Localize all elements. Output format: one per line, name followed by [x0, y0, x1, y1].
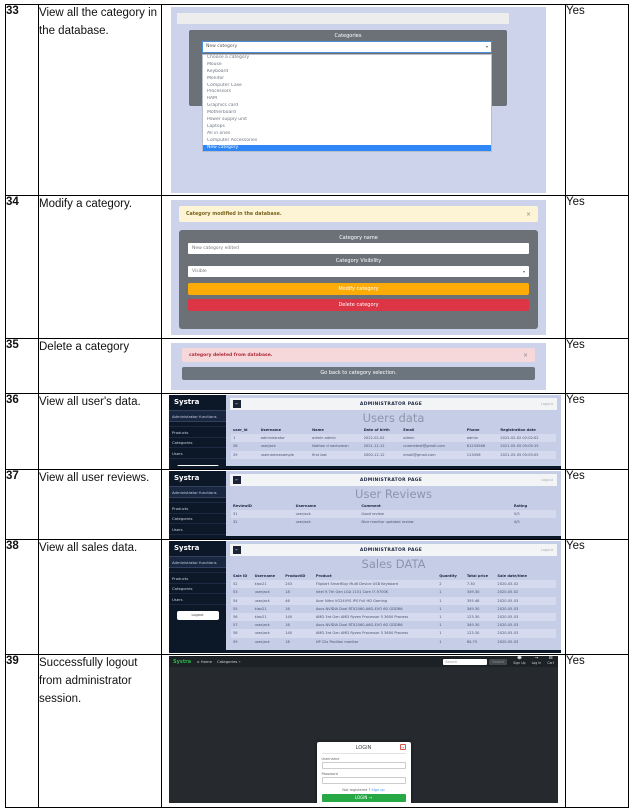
screenshot-users-data	[169, 395, 561, 469]
page-footer	[169, 650, 561, 653]
case-description: View all sales data.	[39, 540, 162, 655]
category-edit-panel	[179, 230, 538, 329]
signup-link[interactable]: Sign up	[371, 787, 385, 792]
sidebar-item-categories[interactable]: Categories	[169, 584, 226, 595]
table-row: 1 administrator admin admin 2022-02-02 admin admin 2022-02-02 02:02:02	[231, 434, 556, 442]
username-input[interactable]	[322, 762, 406, 769]
alert-text: Category modified in the database.	[186, 211, 282, 217]
back-button[interactable]: ←	[233, 546, 241, 554]
table-row: 31 userjack Good review 5/5	[231, 510, 556, 518]
table-header-row	[231, 502, 556, 510]
dropdown-option[interactable]: All in ones	[207, 130, 231, 136]
result-cell: Yes	[566, 5, 629, 196]
page-footer	[169, 466, 561, 469]
dropdown-option[interactable]: Processors	[207, 89, 232, 95]
visibility-select[interactable]	[188, 266, 529, 277]
table-row	[6, 339, 629, 394]
screenshot-modify-category	[171, 200, 546, 335]
category-visibility-label: Category Visibility	[335, 257, 382, 264]
admin-main	[226, 471, 561, 536]
dropdown-option[interactable]: Laptops	[207, 123, 225, 129]
sidebar-item-admin-functions[interactable]: Administrator functions	[169, 556, 226, 568]
sales-table	[231, 572, 556, 646]
dropdown-option[interactable]: New category	[203, 145, 491, 152]
screenshot-sales-data	[169, 541, 561, 653]
username-label: Username	[321, 757, 340, 761]
nav-categories[interactable]	[217, 659, 241, 664]
dropdown-option[interactable]: Monitor	[207, 75, 225, 81]
logout-link[interactable]: Logout	[541, 548, 553, 552]
case-number: 35	[6, 339, 39, 394]
table-header-row	[231, 572, 556, 580]
table-row: 29 usernameexample first last 2000-12-12 email@gmail.com 123456 2021-05-05 05:05:05	[231, 451, 556, 459]
case-number: 38	[6, 540, 39, 655]
dropdown-option[interactable]: Choose a category	[207, 55, 250, 60]
brand-logo[interactable]: Systra	[173, 658, 192, 665]
logout-link[interactable]: Logout	[541, 478, 553, 482]
login-icon: →	[534, 656, 539, 662]
table-row: 56 klav21 140 AMD 3rd Gen AMD Ryzen Processor 5 3600 Process 1 123.30 2020-05-03	[231, 613, 556, 621]
case-number: 34	[6, 196, 39, 339]
screenshot-category-list	[171, 7, 546, 193]
admin-header	[230, 474, 557, 486]
sidebar-item-users[interactable]: Users	[169, 448, 226, 459]
admin-header	[230, 398, 557, 410]
case-description: Modify a category.	[39, 196, 162, 339]
sign-out-icon[interactable]: →	[400, 745, 405, 750]
modify-category-button[interactable]: Modify category	[188, 283, 529, 295]
logout-button[interactable]: Logout	[177, 611, 219, 620]
sidebar-item-categories[interactable]: Categories	[169, 514, 226, 525]
admin-main	[226, 395, 561, 466]
chevron-down-icon: ▾	[485, 44, 488, 49]
table-row: 57 userjack 16 Asus NVIDIA Dual RTX2060-A6G-EVO 6G GDDR6 1 349.30 2020-05-03	[233, 623, 519, 628]
users-table	[231, 426, 556, 459]
table-row: 58 userjack 140 AMD 3rd Gen AMD Ryzen Processor 5 3600 Process 1 123.30 2020-05-03	[231, 629, 556, 637]
result-cell: Yes	[566, 470, 629, 540]
category-name-input[interactable]: New category edited	[188, 243, 529, 254]
column-header: Username	[254, 574, 276, 578]
arrow-icon: →	[368, 795, 373, 800]
back-button[interactable]: ←	[233, 476, 241, 484]
sidebar-item-products[interactable]: Products	[169, 572, 226, 584]
danger-alert	[182, 348, 535, 362]
brand-logo: Systra	[174, 398, 200, 406]
section-title: Sales DATA	[361, 557, 426, 571]
nav-home[interactable]	[197, 659, 212, 664]
table-row: 55 klav21 16 Asus NVIDIA Dual RTX2060-A6G-EVO 6G GDDR6 1 349.30 2020-05-03	[233, 606, 519, 611]
case-description: Delete a category	[39, 339, 162, 394]
chevron-down-icon: ▾	[238, 659, 241, 664]
table-row: 54 userjack 46 Acer Nitro VG240YS IPS Full HD Gaming 1 355.48 2020-05-03	[231, 597, 556, 605]
sidebar-item-products[interactable]: Products	[169, 426, 226, 438]
table-row: 53 userjack 18 Intel 9.7th Gen LGA 1151 Core i7-9700K 1 349.30 2020-05-02	[233, 590, 519, 595]
close-icon[interactable]: ×	[525, 210, 531, 218]
page-title: ADMINISTRATOR PAGE	[359, 547, 423, 553]
login-modal	[317, 742, 411, 803]
dropdown-option[interactable]: Graphics card	[207, 103, 239, 109]
section-title: User Reviews	[355, 487, 432, 501]
column-header: Total price	[466, 574, 489, 578]
case-number: 33	[6, 5, 39, 196]
nav-cart[interactable]	[547, 657, 554, 665]
column-header: Product	[315, 574, 332, 578]
visibility-value: Visible	[192, 269, 207, 274]
table-row: 59 userjack 18 HP 22s Pavilion monitor 1 84.75 2020-05-03	[233, 639, 519, 644]
column-header: ReviewID	[233, 504, 252, 508]
brand-logo: Systra	[174, 544, 200, 552]
nav-login[interactable]	[532, 657, 542, 665]
table-header-row	[231, 426, 556, 434]
modal-title: LOGIN	[355, 745, 372, 751]
column-header: Sale date/time	[497, 574, 527, 578]
admin-sidebar	[169, 395, 226, 469]
dropdown-option[interactable]: Computer Case	[207, 82, 242, 88]
case-description: View all user's data.	[39, 394, 162, 470]
table-row	[6, 394, 629, 470]
close-icon[interactable]: ×	[522, 351, 528, 359]
case-number: 39	[6, 655, 39, 808]
top-strip	[177, 13, 509, 24]
not-registered-note: Not registered ? Sign up	[342, 787, 385, 792]
panel-title: Categories	[334, 33, 362, 39]
nav-signup-label: Sign Up	[513, 660, 526, 665]
sidebar-item-admin-functions[interactable]: Administrator functions	[169, 410, 226, 422]
screenshot-user-reviews	[169, 471, 561, 539]
admin-sidebar	[169, 471, 226, 539]
result-cell: Yes	[566, 196, 629, 339]
sidebar-item-admin-functions[interactable]: Administrator functions	[169, 486, 226, 498]
back-button[interactable]: ←	[233, 400, 241, 408]
test-case-table	[5, 4, 629, 808]
column-header: Phone	[466, 428, 480, 432]
reviews-table	[231, 502, 556, 527]
person-icon: ☻	[517, 656, 522, 662]
column-header: Comment	[361, 504, 381, 508]
dropdown-option[interactable]: Motherboard	[207, 110, 236, 116]
page-footer	[169, 536, 561, 539]
column-header: Quantity	[439, 574, 457, 578]
case-description: Successfully logout from administrator session.	[39, 655, 162, 808]
page-title: ADMINISTRATOR PAGE	[359, 477, 423, 483]
category-name-label: Category name	[339, 234, 378, 241]
section-title: Users data	[362, 411, 425, 425]
table-row	[6, 196, 629, 339]
column-header: Sale ID	[233, 574, 248, 578]
search-button[interactable]: Search	[489, 659, 507, 665]
column-header: ProductID	[285, 574, 306, 578]
password-input[interactable]	[322, 777, 406, 784]
result-cell: Yes	[566, 394, 629, 470]
dropdown-option[interactable]: Computer Accessories	[207, 137, 258, 143]
category-select[interactable]	[202, 41, 492, 53]
search-input[interactable]: Search	[443, 659, 487, 665]
case-number: 36	[6, 394, 39, 470]
nav-signup[interactable]	[513, 657, 525, 665]
cart-icon: ⊟	[548, 656, 553, 662]
alert-text: category deleted from database.	[189, 352, 273, 358]
case-number: 37	[6, 470, 39, 540]
password-label: Password	[321, 772, 338, 776]
category-dropdown	[202, 54, 492, 152]
screenshot-logout-login	[169, 656, 558, 803]
dropdown-option[interactable]: Power supply unit	[207, 117, 248, 123]
dropdown-option[interactable]: RAM	[207, 96, 217, 102]
column-header: Name	[312, 428, 324, 432]
column-header: Date of birth	[363, 428, 390, 432]
dropdown-option[interactable]: Keyboard	[207, 68, 229, 74]
column-header: user_id	[233, 428, 248, 432]
admin-main	[226, 541, 561, 650]
login-button[interactable]: LOGIN →	[322, 794, 406, 802]
column-header: Registration date	[500, 428, 536, 432]
case-description: View all the category in the database.	[39, 5, 162, 196]
screenshot-delete-category	[171, 343, 546, 390]
brand-logo: Systra	[174, 474, 200, 482]
delete-category-button[interactable]: Delete category	[188, 299, 529, 311]
result-cell: Yes	[566, 540, 629, 655]
nav-cart-label: Cart	[547, 660, 554, 665]
table-row	[6, 540, 629, 655]
column-header: Username	[295, 504, 317, 508]
table-row: 32 userjack Nice monitor updated review 4/5	[233, 520, 520, 525]
storefront-navbar	[169, 656, 558, 667]
chevron-down-icon: ▾	[522, 269, 525, 274]
table-row	[6, 470, 629, 540]
nav-home-label: Home	[200, 659, 212, 664]
result-cell: Yes	[566, 339, 629, 394]
case-description: View all user reviews.	[39, 470, 162, 540]
sidebar-item-users[interactable]: Users	[169, 594, 226, 605]
modal-header	[322, 745, 406, 754]
sidebar-item-categories[interactable]: Categories	[169, 438, 226, 449]
sidebar-item-users[interactable]: Users	[169, 524, 226, 535]
admin-header	[230, 544, 557, 556]
selected-category: New category	[206, 44, 238, 49]
table-row: 52 klav21 243 Flipkart SmartBuy Multi Device USB Keyboard 2 7.30 2020-05-02	[231, 580, 556, 588]
nav-categories-label: Categories	[216, 659, 238, 664]
table-row: 28 userjack Nathan d nachoman 2021-12-12 unametest@gmail.com 61234568 2021-05-05 05:05:15	[233, 444, 539, 449]
logout-link[interactable]: Logout	[541, 402, 553, 406]
table-row	[6, 5, 629, 196]
table-row	[6, 655, 629, 808]
warning-alert	[179, 206, 538, 222]
nav-login-label: Log In	[531, 660, 542, 665]
home-icon: ⌂	[197, 659, 200, 664]
column-header: Username	[260, 428, 282, 432]
dropdown-option[interactable]: Mouse	[207, 61, 222, 67]
admin-sidebar	[169, 541, 226, 653]
result-cell: Yes	[566, 655, 629, 808]
page-title: ADMINISTRATOR PAGE	[359, 401, 423, 407]
column-header: Rating	[513, 504, 528, 508]
sidebar-item-products[interactable]: Products	[169, 502, 226, 514]
column-header: Email	[403, 428, 415, 432]
back-to-selection-button[interactable]: Go back to category selection.	[182, 367, 535, 380]
